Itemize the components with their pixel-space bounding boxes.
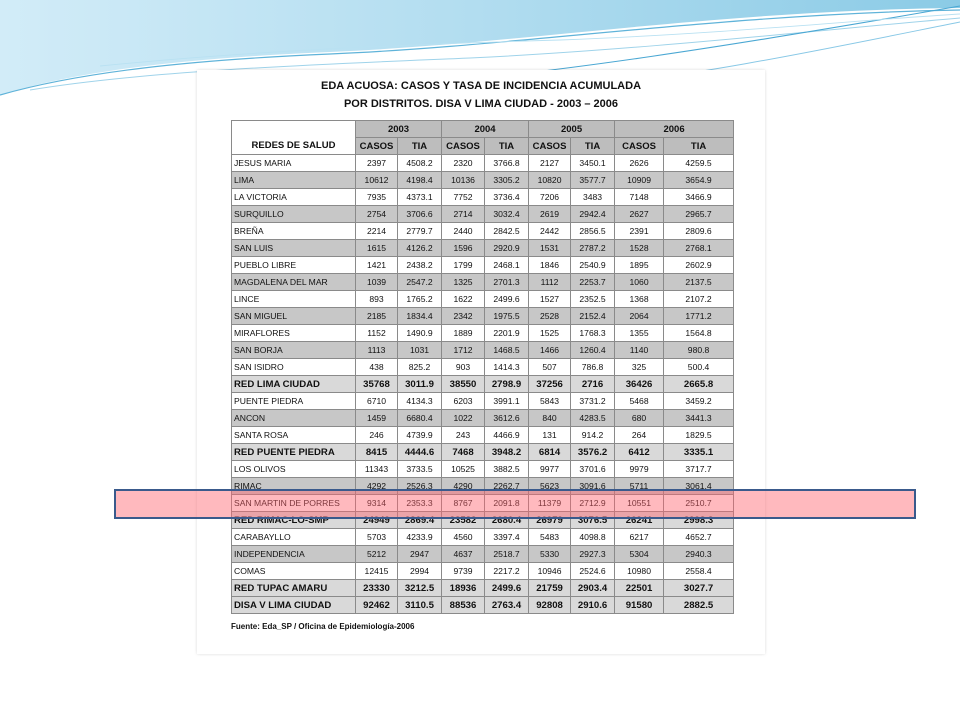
value-cell: 1889 [442, 325, 485, 342]
value-cell: 7752 [442, 189, 485, 206]
row-name-cell: RIMAC [232, 478, 356, 495]
value-cell: 2680.4 [485, 512, 529, 529]
value-cell: 4466.9 [485, 427, 529, 444]
value-cell: 2442 [529, 223, 571, 240]
table-row [232, 410, 734, 427]
row-name-cell: SAN MARTIN DE PORRES [232, 495, 356, 512]
value-cell: 3948.2 [485, 444, 529, 461]
row-name-cell: ANCON [232, 410, 356, 427]
value-cell: 3061.4 [664, 478, 734, 495]
value-cell: 2342 [442, 308, 485, 325]
value-cell: 3091.6 [571, 478, 615, 495]
value-cell: 4652.7 [664, 529, 734, 546]
value-cell: 5468 [615, 393, 664, 410]
value-cell: 2627 [615, 206, 664, 223]
value-cell: 2701.3 [485, 274, 529, 291]
value-cell: 2438.2 [398, 257, 442, 274]
value-cell: 10551 [615, 495, 664, 512]
value-cell: 2540.9 [571, 257, 615, 274]
value-cell: 88536 [442, 597, 485, 614]
value-cell: 4739.9 [398, 427, 442, 444]
value-cell: 2714 [442, 206, 485, 223]
value-cell: 22501 [615, 580, 664, 597]
value-cell: 1846 [529, 257, 571, 274]
row-name-cell: LA VICTORIA [232, 189, 356, 206]
value-cell: 3027.7 [664, 580, 734, 597]
value-cell: 2779.7 [398, 223, 442, 240]
value-cell: 1060 [615, 274, 664, 291]
value-cell: 2214 [356, 223, 398, 240]
value-cell: 3441.3 [664, 410, 734, 427]
value-cell: 2127 [529, 155, 571, 172]
value-cell: 26241 [615, 512, 664, 529]
value-cell: 10980 [615, 563, 664, 580]
value-cell: 18936 [442, 580, 485, 597]
value-cell: 2391 [615, 223, 664, 240]
table-row [232, 291, 734, 308]
table-row [232, 206, 734, 223]
value-cell: 1765.2 [398, 291, 442, 308]
value-cell: 4283.5 [571, 410, 615, 427]
table-row [232, 274, 734, 291]
table-row [232, 155, 734, 172]
value-cell: 1564.8 [664, 325, 734, 342]
value-cell: 4233.9 [398, 529, 442, 546]
value-cell: 1615 [356, 240, 398, 257]
value-cell: 893 [356, 291, 398, 308]
value-cell: 914.2 [571, 427, 615, 444]
value-cell: 1325 [442, 274, 485, 291]
value-cell: 3397.4 [485, 529, 529, 546]
value-cell: 325 [615, 359, 664, 376]
table-row [232, 223, 734, 240]
value-cell: 3305.2 [485, 172, 529, 189]
metric-header: TIA [571, 138, 615, 155]
row-name-cell: SAN BORJA [232, 342, 356, 359]
value-cell: 1596 [442, 240, 485, 257]
value-cell: 2903.4 [571, 580, 615, 597]
value-cell: 4126.2 [398, 240, 442, 257]
value-cell: 1459 [356, 410, 398, 427]
table-row [232, 359, 734, 376]
value-cell: 1414.3 [485, 359, 529, 376]
value-cell: 2352.5 [571, 291, 615, 308]
row-name-cell: PUENTE PIEDRA [232, 393, 356, 410]
value-cell: 2558.4 [664, 563, 734, 580]
value-cell: 2869.4 [398, 512, 442, 529]
value-cell: 2882.5 [664, 597, 734, 614]
table-row-total [232, 376, 734, 393]
value-cell: 12415 [356, 563, 398, 580]
value-cell: 2253.7 [571, 274, 615, 291]
value-cell: 243 [442, 427, 485, 444]
value-cell: 4444.6 [398, 444, 442, 461]
value-cell: 2920.9 [485, 240, 529, 257]
metric-header: TIA [664, 138, 734, 155]
row-name-cell: COMAS [232, 563, 356, 580]
row-name-cell: LIMA [232, 172, 356, 189]
value-cell: 5711 [615, 478, 664, 495]
value-cell: 3706.6 [398, 206, 442, 223]
value-cell: 4373.1 [398, 189, 442, 206]
year-header: 2005 [529, 121, 615, 138]
value-cell: 2499.6 [485, 291, 529, 308]
value-cell: 2353.3 [398, 495, 442, 512]
value-cell: 2524.6 [571, 563, 615, 580]
value-cell: 4292 [356, 478, 398, 495]
table-row [232, 257, 734, 274]
value-cell: 1768.3 [571, 325, 615, 342]
value-cell: 131 [529, 427, 571, 444]
value-cell: 5703 [356, 529, 398, 546]
value-cell: 2217.2 [485, 563, 529, 580]
value-cell: 4290 [442, 478, 485, 495]
value-cell: 3736.4 [485, 189, 529, 206]
value-cell: 2665.8 [664, 376, 734, 393]
value-cell: 1712 [442, 342, 485, 359]
value-cell: 3717.7 [664, 461, 734, 478]
value-cell: 10820 [529, 172, 571, 189]
value-cell: 11343 [356, 461, 398, 478]
row-name-cell: JESUS MARIA [232, 155, 356, 172]
value-cell: 7935 [356, 189, 398, 206]
table-row [232, 172, 734, 189]
metric-header: TIA [398, 138, 442, 155]
table-row [232, 325, 734, 342]
value-cell: 92462 [356, 597, 398, 614]
value-cell: 1975.5 [485, 308, 529, 325]
value-cell: 3110.5 [398, 597, 442, 614]
table-row [232, 393, 734, 410]
row-name-cell: SAN LUIS [232, 240, 356, 257]
value-cell: 500.4 [664, 359, 734, 376]
value-cell: 8415 [356, 444, 398, 461]
value-cell: 36426 [615, 376, 664, 393]
value-cell: 23330 [356, 580, 398, 597]
value-cell: 2940.3 [664, 546, 734, 563]
value-cell: 10909 [615, 172, 664, 189]
value-cell: 5623 [529, 478, 571, 495]
value-cell: 1140 [615, 342, 664, 359]
value-cell: 3766.8 [485, 155, 529, 172]
value-cell: 5483 [529, 529, 571, 546]
table-row [232, 461, 734, 478]
value-cell: 24949 [356, 512, 398, 529]
value-cell: 2397 [356, 155, 398, 172]
value-cell: 2626 [615, 155, 664, 172]
value-cell: 1260.4 [571, 342, 615, 359]
value-cell: 3654.9 [664, 172, 734, 189]
value-cell: 2499.6 [485, 580, 529, 597]
row-name-cell: CARABAYLLO [232, 529, 356, 546]
value-cell: 6680.4 [398, 410, 442, 427]
value-cell: 2510.7 [664, 495, 734, 512]
value-cell: 1355 [615, 325, 664, 342]
value-cell: 1527 [529, 291, 571, 308]
value-cell: 5330 [529, 546, 571, 563]
value-cell: 6412 [615, 444, 664, 461]
row-name-cell: MAGDALENA DEL MAR [232, 274, 356, 291]
table-row [232, 427, 734, 444]
value-cell: 2320 [442, 155, 485, 172]
value-cell: 26979 [529, 512, 571, 529]
value-cell: 980.8 [664, 342, 734, 359]
document-page [197, 70, 765, 654]
value-cell: 4198.4 [398, 172, 442, 189]
value-cell: 3483 [571, 189, 615, 206]
table-row [232, 342, 734, 359]
value-cell: 2619 [529, 206, 571, 223]
value-cell: 1528 [615, 240, 664, 257]
value-cell: 2468.1 [485, 257, 529, 274]
value-cell: 9314 [356, 495, 398, 512]
value-cell: 91580 [615, 597, 664, 614]
row-name-cell: RED RIMAC-LO-SMP [232, 512, 356, 529]
value-cell: 6710 [356, 393, 398, 410]
value-cell: 5843 [529, 393, 571, 410]
value-cell: 1531 [529, 240, 571, 257]
table-row [232, 240, 734, 257]
value-cell: 4259.5 [664, 155, 734, 172]
value-cell: 1466 [529, 342, 571, 359]
value-cell: 6217 [615, 529, 664, 546]
value-cell: 1525 [529, 325, 571, 342]
value-cell: 1829.5 [664, 427, 734, 444]
value-cell: 4637 [442, 546, 485, 563]
row-name-cell: BREÑA [232, 223, 356, 240]
table-body [232, 155, 734, 614]
value-cell: 2942.4 [571, 206, 615, 223]
metric-header: CASOS [529, 138, 571, 155]
value-cell: 3032.4 [485, 206, 529, 223]
row-name-cell: RED PUENTE PIEDRA [232, 444, 356, 461]
table-row-total [232, 444, 734, 461]
table-row [232, 546, 734, 563]
value-cell: 7206 [529, 189, 571, 206]
year-header: 2003 [356, 121, 442, 138]
value-cell: 3450.1 [571, 155, 615, 172]
value-cell: 3577.7 [571, 172, 615, 189]
value-cell: 10525 [442, 461, 485, 478]
table-row [232, 189, 734, 206]
value-cell: 4560 [442, 529, 485, 546]
value-cell: 1421 [356, 257, 398, 274]
value-cell: 3882.5 [485, 461, 529, 478]
value-cell: 2856.5 [571, 223, 615, 240]
value-cell: 10136 [442, 172, 485, 189]
value-cell: 264 [615, 427, 664, 444]
value-cell: 2528 [529, 308, 571, 325]
row-name-cell: SAN MIGUEL [232, 308, 356, 325]
value-cell: 2152.4 [571, 308, 615, 325]
value-cell: 3731.2 [571, 393, 615, 410]
value-cell: 9739 [442, 563, 485, 580]
value-cell: 37256 [529, 376, 571, 393]
metric-header: CASOS [615, 138, 664, 155]
value-cell: 2927.3 [571, 546, 615, 563]
value-cell: 507 [529, 359, 571, 376]
value-cell: 2602.9 [664, 257, 734, 274]
row-name-cell: MIRAFLORES [232, 325, 356, 342]
table-row-total [232, 580, 734, 597]
value-cell: 2842.5 [485, 223, 529, 240]
value-cell: 2754 [356, 206, 398, 223]
value-cell: 3991.1 [485, 393, 529, 410]
value-cell: 3701.6 [571, 461, 615, 478]
value-cell: 2526.3 [398, 478, 442, 495]
value-cell: 1113 [356, 342, 398, 359]
value-cell: 3612.6 [485, 410, 529, 427]
value-cell: 5304 [615, 546, 664, 563]
value-cell: 1152 [356, 325, 398, 342]
value-cell: 9977 [529, 461, 571, 478]
table-row [232, 563, 734, 580]
value-cell: 10612 [356, 172, 398, 189]
value-cell: 2716 [571, 376, 615, 393]
value-cell: 2064 [615, 308, 664, 325]
value-cell: 2965.7 [664, 206, 734, 223]
value-cell: 3459.2 [664, 393, 734, 410]
value-cell: 2137.5 [664, 274, 734, 291]
value-cell: 2798.9 [485, 376, 529, 393]
value-cell: 1022 [442, 410, 485, 427]
value-cell: 4508.2 [398, 155, 442, 172]
value-cell: 3733.5 [398, 461, 442, 478]
value-cell: 2763.4 [485, 597, 529, 614]
incidence-table [231, 120, 734, 614]
metric-header: CASOS [356, 138, 398, 155]
value-cell: 6814 [529, 444, 571, 461]
value-cell: 1895 [615, 257, 664, 274]
row-highlight-box [114, 489, 916, 519]
value-cell: 2947 [398, 546, 442, 563]
value-cell: 903 [442, 359, 485, 376]
value-cell: 2440 [442, 223, 485, 240]
value-cell: 438 [356, 359, 398, 376]
value-cell: 246 [356, 427, 398, 444]
value-cell: 2998.3 [664, 512, 734, 529]
value-cell: 5212 [356, 546, 398, 563]
value-cell: 11379 [529, 495, 571, 512]
value-cell: 3212.5 [398, 580, 442, 597]
value-cell: 9979 [615, 461, 664, 478]
value-cell: 2994 [398, 563, 442, 580]
value-cell: 21759 [529, 580, 571, 597]
value-cell: 23582 [442, 512, 485, 529]
value-cell: 2547.2 [398, 274, 442, 291]
value-cell: 2201.9 [485, 325, 529, 342]
row-name-cell: SANTA ROSA [232, 427, 356, 444]
value-cell: 2809.6 [664, 223, 734, 240]
value-cell: 8767 [442, 495, 485, 512]
row-name-cell: SAN ISIDRO [232, 359, 356, 376]
value-cell: 3466.9 [664, 189, 734, 206]
value-cell: 2787.2 [571, 240, 615, 257]
document-title: EDA ACUOSA: CASOS Y TASA DE INCIDENCIA ACUMULADA [320, 80, 642, 92]
value-cell: 4134.3 [398, 393, 442, 410]
row-name-cell: LINCE [232, 291, 356, 308]
value-cell: 3076.5 [571, 512, 615, 529]
row-name-cell: DISA V LIMA CIUDAD [232, 597, 356, 614]
row-name-cell: PUEBLO LIBRE [232, 257, 356, 274]
value-cell: 1490.9 [398, 325, 442, 342]
redes-de-salud-header: REDES DE SALUD [232, 121, 356, 155]
value-cell: 1771.2 [664, 308, 734, 325]
value-cell: 840 [529, 410, 571, 427]
value-cell: 2910.6 [571, 597, 615, 614]
value-cell: 3011.9 [398, 376, 442, 393]
value-cell: 680 [615, 410, 664, 427]
value-cell: 3576.2 [571, 444, 615, 461]
value-cell: 1368 [615, 291, 664, 308]
value-cell: 2262.7 [485, 478, 529, 495]
row-name-cell: RED LIMA CIUDAD [232, 376, 356, 393]
value-cell: 7148 [615, 189, 664, 206]
table-row [232, 529, 734, 546]
value-cell: 3335.1 [664, 444, 734, 461]
year-header: 2004 [442, 121, 529, 138]
year-header-row [232, 121, 734, 138]
metric-header: TIA [485, 138, 529, 155]
table-row [232, 308, 734, 325]
value-cell: 6203 [442, 393, 485, 410]
row-name-cell: SURQUILLO [232, 206, 356, 223]
value-cell: 1031 [398, 342, 442, 359]
value-cell: 1622 [442, 291, 485, 308]
value-cell: 2518.7 [485, 546, 529, 563]
value-cell: 7468 [442, 444, 485, 461]
value-cell: 2712.9 [571, 495, 615, 512]
year-header: 2006 [615, 121, 734, 138]
value-cell: 2107.2 [664, 291, 734, 308]
value-cell: 2768.1 [664, 240, 734, 257]
source-note: Fuente: Eda_SP / Oficina de Epidemiología-2006 [231, 622, 415, 631]
value-cell: 2091.8 [485, 495, 529, 512]
row-name-cell: RED TUPAC AMARU [232, 580, 356, 597]
table-row-total [232, 597, 734, 614]
value-cell: 35768 [356, 376, 398, 393]
value-cell: 1039 [356, 274, 398, 291]
value-cell: 4098.8 [571, 529, 615, 546]
row-name-cell: INDEPENDENCIA [232, 546, 356, 563]
value-cell: 825.2 [398, 359, 442, 376]
value-cell: 10946 [529, 563, 571, 580]
value-cell: 2185 [356, 308, 398, 325]
value-cell: 786.8 [571, 359, 615, 376]
document-subtitle: POR DISTRITOS. DISA V LIMA CIUDAD - 2003 – 2006 [343, 98, 619, 110]
value-cell: 1799 [442, 257, 485, 274]
value-cell: 92808 [529, 597, 571, 614]
value-cell: 1112 [529, 274, 571, 291]
value-cell: 1468.5 [485, 342, 529, 359]
value-cell: 1834.4 [398, 308, 442, 325]
value-cell: 38550 [442, 376, 485, 393]
metric-header: CASOS [442, 138, 485, 155]
row-name-cell: LOS OLIVOS [232, 461, 356, 478]
